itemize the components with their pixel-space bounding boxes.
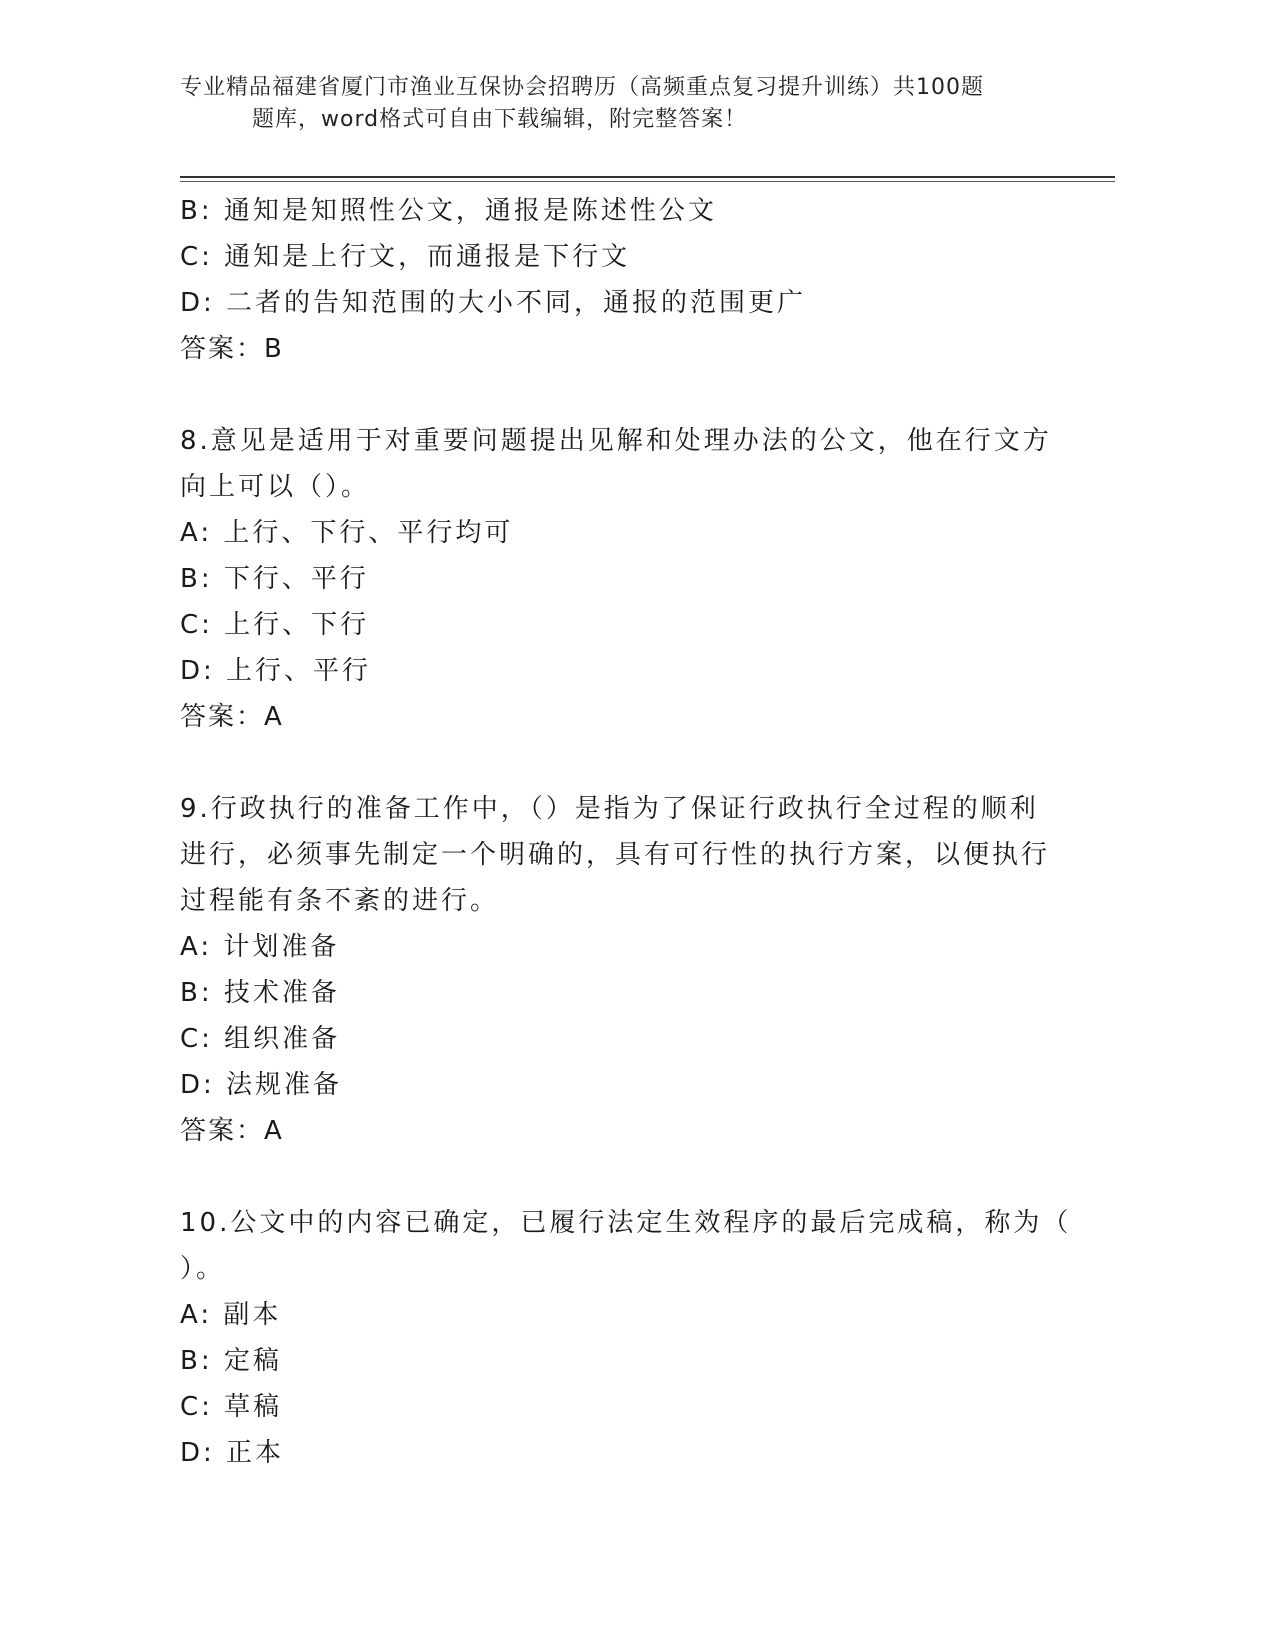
- q9-answer: 答案：A: [180, 1116, 284, 1146]
- q8-stem-line-2: 向上可以（）。: [180, 472, 371, 502]
- q7-option-d: D: 二者的告知范围的大小不同，通报的范围更广: [180, 288, 807, 318]
- question-list: [180, 188, 1072, 1476]
- document-header: [180, 72, 1100, 136]
- spacer: [180, 740, 1060, 786]
- q7-answer: 答案：B: [180, 334, 284, 364]
- header-title-line-2: 题库，word格式可自由下载编辑，附完整答案！: [252, 107, 748, 132]
- q7-option-c: C: 通知是上行文，而通报是下行文: [180, 242, 631, 272]
- q8-stem-line-1: 8.意见是适用于对重要问题提出见解和处理办法的公文，他在行文方: [180, 426, 1052, 456]
- q10-option-d: D: 正本: [180, 1438, 285, 1468]
- q10-stem-line-1: 10.公文中的内容已确定，已履行法定生效程序的最后完成稿，称为（: [180, 1208, 1072, 1238]
- q10-stem-line-2: ）。: [180, 1254, 226, 1284]
- q10-option-a: A: 副本: [180, 1300, 282, 1330]
- q8-option-d: D: 上行、平行: [180, 656, 372, 686]
- q9-stem-line-1: 9.行政执行的准备工作中，（）是指为了保证行政执行全过程的顺利: [180, 794, 1039, 824]
- q9-option-c: C: 组织准备: [180, 1024, 341, 1054]
- q7-option-b: B: 通知是知照性公文，通报是陈述性公文: [180, 196, 717, 226]
- spacer: [180, 372, 1060, 418]
- q8-answer: 答案：A: [180, 702, 284, 732]
- q9-stem-line-2: 进行，必须事先制定一个明确的，具有可行性的执行方案，以便执行: [180, 840, 1051, 870]
- q8-option-a: A: 上行、下行、平行均可: [180, 518, 514, 548]
- q10-option-b: B: 定稿: [180, 1346, 282, 1376]
- q9-option-b: B: 技术准备: [180, 978, 340, 1008]
- spacer: [180, 1154, 1060, 1200]
- header-divider-thin: [180, 181, 1115, 182]
- q8-option-b: B: 下行、平行: [180, 564, 369, 594]
- q8-option-c: C: 上行、下行: [180, 610, 370, 640]
- q9-stem-line-3: 过程能有条不紊的进行。: [180, 886, 500, 916]
- q9-option-a: A: 计划准备: [180, 932, 340, 962]
- header-divider-thick: [180, 176, 1115, 178]
- q10-option-c: C: 草稿: [180, 1392, 283, 1422]
- q9-option-d: D: 法规准备: [180, 1070, 343, 1100]
- header-title-line-1: 专业精品福建省厦门市渔业互保协会招聘历（高频重点复习提升训练）共100题: [180, 75, 984, 100]
